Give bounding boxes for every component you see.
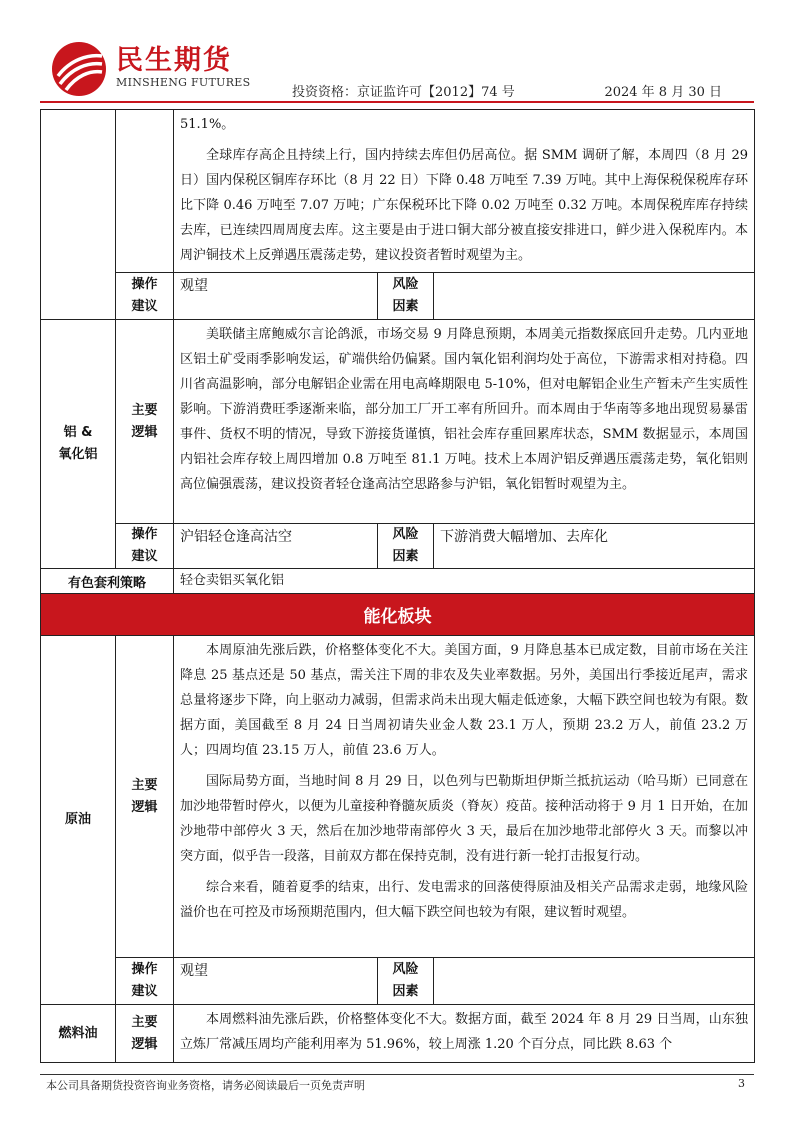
- strategy-row: [41, 569, 755, 594]
- crude-op-value: 观望: [174, 958, 378, 1005]
- copper-op-label-text: 操作 建议: [131, 277, 158, 314]
- strategy-value: 轻仓卖铝买氧化铝: [174, 569, 755, 594]
- company-name-en: MINSHENG FUTURES: [116, 76, 251, 89]
- fuel-logic-row: [41, 1005, 755, 1063]
- aluminum-op-label: [116, 524, 174, 569]
- aluminum-risk-label: [378, 524, 434, 569]
- crude-risk-label-text: 风险 因素: [392, 962, 419, 999]
- copper-logic-row: [41, 110, 755, 273]
- crude-category: 原油: [41, 636, 116, 1005]
- crude-risk-label: [378, 958, 434, 1005]
- fuel-logic-label-text: 主要 逻辑: [131, 1014, 158, 1052]
- qualification-text: 投资资格：京证监许可【2012】74 号: [292, 85, 515, 100]
- crude-op-label: [116, 958, 174, 1005]
- copper-op-value: 观望: [174, 273, 378, 320]
- aluminum-paragraph: 美联储主席鲍威尔言论鸽派，市场交易 9 月降息预期，本周美元指数探底回升走势。几内亚地区铝土矿受雨季影响发运，矿端供给仍偏紧。国内氧化铝利润均处于高位，下游需求相对持稳。四川省高温影响，部分电解铝企业需在用电高峰期限电 5-10%，但对电解铝企业生产暂未产生实质性影响。下游消费旺季逐渐来临，部分加工厂开工率有所回升。而本周由于华南等多地出现贸易暴雷事件、货权不明的情况，导致下游接货谨慎，铝社会库存重回累库状态，SMM 数据显示，本周国内铝社会库存较上周四增加 0.8 万吨至 81.1 万吨。技术上本周沪铝反弹遇压震荡走势，氧化铝则高位偏强震荡，建议投资者轻仓逢高沽空思路参与沪铝，氧化铝暂时观望为主。: [180, 327, 749, 492]
- crude-logic-label: [116, 636, 174, 958]
- minsheng-logo-icon: [50, 40, 108, 98]
- company-name-cn: 民生期货: [116, 45, 232, 76]
- copper-risk-label: [378, 273, 434, 320]
- aluminum-risk-label-text: 风险 因素: [392, 527, 419, 564]
- commodity-table: [40, 109, 755, 1063]
- fuel-paragraph: 本周燃料油先涨后跌，价格整体变化不大。数据方面，截至 2024 年 8 月 29 日当周，山东独立炼厂常减压周均产能利用率为 51.96%，较上周涨 1.20 个百分点，同比跌 8.63 个: [180, 1012, 749, 1052]
- aluminum-logic-label-text: 主要 逻辑: [131, 402, 158, 440]
- crude-logic-label-text: 主要 逻辑: [131, 777, 158, 815]
- crude-logic-text: [174, 636, 755, 958]
- aluminum-category: [41, 320, 116, 569]
- crude-paragraph-2: 国际局势方面，当地时间 8 月 29 日，以色列与巴勒斯坦伊斯兰抵抗运动（哈马斯）已同意在加沙地带暂时停火，以便为儿童接种脊髓灰质炎（脊灰）疫苗。接种活动将于 9 月 1 日开始，在加沙地带中部停火 3 天，然后在加沙地带南部停火 3 天，最后在加沙地带北部停火 3 天。而黎以冲突方面，似乎告一段落，目前双方都在保持克制，没有进行新一轮打击报复行动。: [180, 774, 749, 864]
- copper-text-head: 51.1%。: [180, 117, 235, 132]
- aluminum-logic-row: [41, 320, 755, 524]
- crude-op-label-text: 操作 建议: [131, 962, 158, 999]
- fuel-logic-text: [174, 1005, 755, 1063]
- page-number: 3: [738, 1077, 745, 1090]
- crude-paragraph-3: 综合来看，随着夏季的结束，出行、发电需求的回落使得原油及相关产品需求走弱，地缘风险溢价也在可控及市场预期范围内，但大幅下跌空间也较为有限，建议暂时观望。: [180, 880, 749, 920]
- crude-paragraph-1: 本周原油先涨后跌，价格整体变化不大。美国方面，9 月降息基本已成定数，目前市场在关注降息 25 基点还是 50 基点，需关注下周的非农及失业率数据。另外，美国出行季接近尾声，需求总量将逐步下降，向上驱动力减弱，但需求尚未出现大幅走低迹象，大幅下跌空间也较为有限。数据方面，美国截至 8 月 24 日当周初请失业金人数 23.1 万人，预期 23.2 万人，前值 23.2 万人；四周均值 23.15 万人，前值 23.6 万人。: [180, 643, 749, 758]
- crude-op-row: [41, 958, 755, 1005]
- aluminum-logic-text: [174, 320, 755, 524]
- copper-logic-text: [174, 110, 755, 273]
- footer-disclaimer: 本公司具备期货投资咨询业务资格，请务必阅读最后一页免责声明: [46, 1079, 365, 1092]
- copper-paragraph: 全球库存高企且持续上行，国内持续去库但仍居高位。据 SMM 调研了解，本周四（8 月 29 日）国内保税区铜库存环比（8 月 22 日）下降 0.48 万吨至 7.39 万吨。其中上海保税保税库存环比下降 0.46 万吨至 7.07 万吨；广东保税环比下降 0.02 万吨至 0.32 万吨。本周保税库库存持续去库，已连续四周周度去库。这主要是由于进口铜大部分被直接安排进口，鲜少进入保税库内。本周沪铜技术上反弹遇压震荡走势，建议投资者暂时观望为主。: [180, 148, 749, 263]
- section-banner-row: [41, 594, 755, 636]
- aluminum-category-text: 铝 & 氧化铝: [58, 425, 98, 462]
- footer-divider: [40, 1074, 754, 1075]
- copper-risk-label-text: 风险 因素: [392, 277, 419, 314]
- copper-logic-label-cell: [116, 110, 174, 273]
- crude-risk-value: [434, 958, 755, 1005]
- copper-op-row: [41, 273, 755, 320]
- report-date: 2024 年 8 月 30 日: [604, 85, 722, 100]
- aluminum-op-row: [41, 524, 755, 569]
- header-divider: [40, 101, 754, 103]
- copper-risk-value: [434, 273, 755, 320]
- aluminum-op-value: 沪铝轻仓逢高沽空: [174, 524, 378, 569]
- aluminum-logic-label: [116, 320, 174, 524]
- section-banner: 能化板块: [41, 594, 755, 636]
- copper-category-cell: [41, 110, 116, 320]
- fuel-logic-label: [116, 1005, 174, 1063]
- page-header: [0, 0, 794, 110]
- fuel-category: 燃料油: [41, 1005, 116, 1063]
- aluminum-op-label-text: 操作 建议: [131, 527, 158, 564]
- strategy-label: 有色套利策略: [41, 569, 174, 594]
- aluminum-risk-value: 下游消费大幅增加、去库化: [434, 524, 755, 569]
- copper-op-label: [116, 273, 174, 320]
- crude-logic-row: [41, 636, 755, 958]
